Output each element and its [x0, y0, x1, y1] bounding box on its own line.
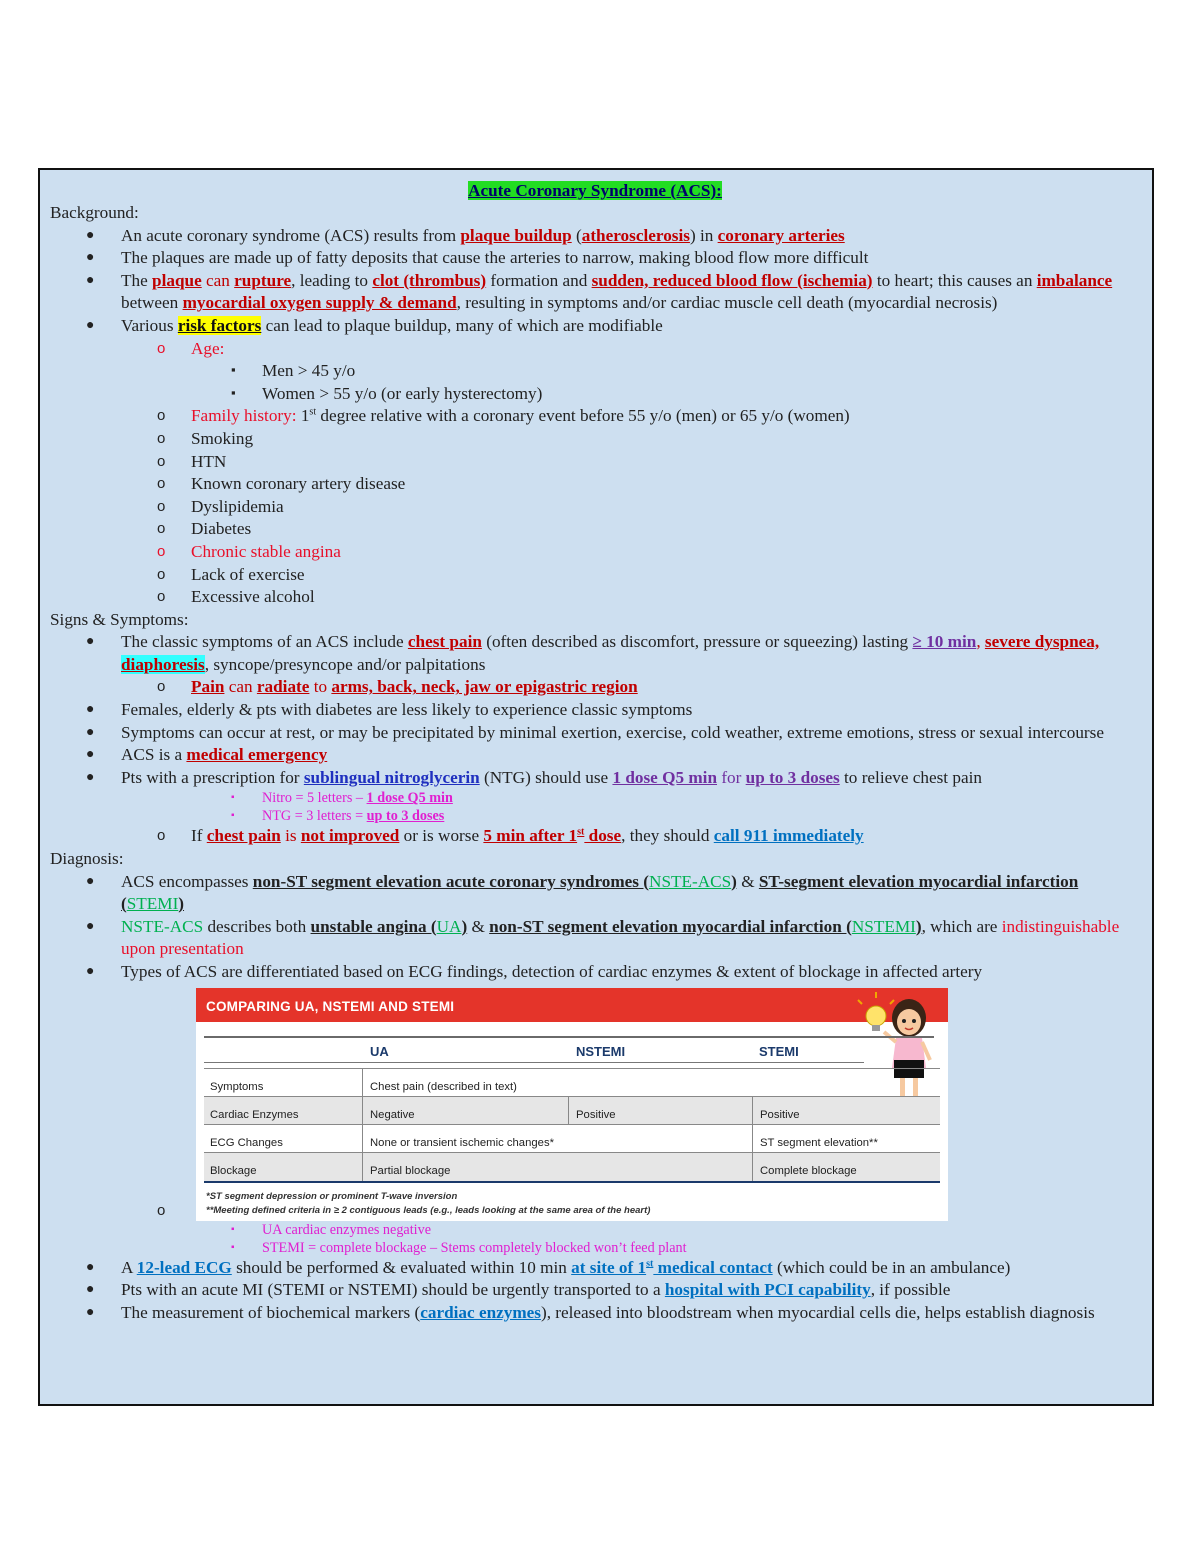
section-heading-signs: Signs & Symptoms: — [50, 609, 189, 629]
text: 1 — [296, 406, 310, 426]
cell-divider — [362, 1125, 363, 1153]
table-col-nstemi: NSTEMI — [576, 1043, 626, 1059]
term: 12-lead ECG — [136, 1257, 232, 1277]
bullet-icon: ● — [86, 918, 95, 934]
list-item — [50, 1221, 1140, 1239]
text: If — [191, 826, 207, 846]
cell-value: Positive — [760, 1108, 800, 1121]
bullet-icon: ● — [86, 747, 95, 763]
text: , resulting in symptoms and/or cardiac muscle cell death (myocardial necrosis) — [456, 293, 998, 313]
text: should be performed & evaluated within 10 min — [231, 1257, 572, 1277]
text: can — [201, 270, 235, 290]
list-item — [50, 564, 1140, 587]
section-heading-diagnosis: Diagnosis: — [50, 849, 124, 869]
text: indistinguishable upon presentation — [121, 916, 1120, 959]
cell-divider — [752, 1097, 753, 1125]
circle-bullet-icon: o — [157, 678, 166, 696]
text: The measurement of biochemical markers ( — [121, 1302, 421, 1322]
text: , which are — [921, 916, 1002, 936]
term: unstable angina ( — [310, 916, 437, 936]
term: 1 dose Q5 min — [612, 767, 718, 787]
title-text: Acute Coronary Syndrome (ACS): — [468, 181, 722, 200]
background-list — [50, 225, 1140, 609]
text: (NTG) should use — [479, 767, 613, 787]
list-item — [50, 767, 1140, 790]
term: call 911 immediately — [713, 826, 864, 846]
text: Pts with an acute MI (STEMI or NSTEMI) should be urgently transported to a — [121, 1280, 665, 1300]
bullet-icon: ● — [86, 250, 95, 266]
text: Excessive alcohol — [191, 587, 315, 607]
table-footnote: **Meeting defined criteria in ≥ 2 contiguous leads (e.g., leads looking at the same area of the heart) — [206, 1204, 651, 1216]
list-item — [50, 1279, 1140, 1302]
table-rule — [204, 1062, 864, 1063]
list-item — [50, 871, 1140, 916]
row-label: ECG Changes — [210, 1136, 283, 1149]
text: (often described as discomfort, pressure or squeezing) lasting — [481, 632, 913, 652]
text: , they should — [621, 826, 714, 846]
table-header-bar — [196, 988, 948, 1022]
list-item — [50, 428, 1140, 451]
list-item — [50, 518, 1140, 541]
text: degree relative with a coronary event before 55 y/o (men) or 65 y/o (women) — [316, 406, 850, 426]
square-bullet-icon: ▪ — [231, 1223, 235, 1235]
circle-bullet-icon: o — [157, 407, 166, 425]
text: Diabetes — [191, 519, 252, 539]
circle-bullet-icon: o — [157, 588, 166, 606]
comparison-table-image — [196, 988, 948, 1221]
term: chest pain — [407, 632, 482, 652]
cell-value: Negative — [370, 1108, 415, 1121]
term: diaphoresis — [121, 654, 205, 674]
list-item — [50, 916, 1140, 961]
circle-bullet-icon: o — [157, 339, 166, 357]
text: Symptoms can occur at rest, or may be precipitated by minimal exertion, exercise, cold weather, extreme emotions, stress or sexual intercourse — [121, 722, 1104, 742]
text: ) — [461, 916, 468, 936]
bullet-icon: ● — [86, 873, 95, 889]
term: NSTE-ACS — [649, 871, 732, 891]
cell-value: Partial blockage — [370, 1164, 451, 1177]
term: ST-segment elevation myocardial infarction ( — [121, 871, 1079, 914]
text: to — [309, 677, 332, 697]
list-item — [50, 744, 1140, 767]
term: risk factors — [177, 315, 262, 335]
text: Pts with a prescription for — [121, 767, 304, 787]
circle-bullet-icon: o — [157, 827, 166, 845]
term: atherosclerosis — [581, 225, 690, 245]
list-item — [50, 496, 1140, 519]
text: Age: — [191, 338, 225, 358]
text: Females, elderly & pts with diabetes are less likely to experience classic symptoms — [121, 700, 693, 720]
square-bullet-icon: ▪ — [231, 384, 236, 400]
text: An acute coronary syndrome (ACS) results from — [121, 225, 461, 245]
circle-bullet-icon: o — [157, 542, 166, 560]
text: (which could be in an ambulance) — [772, 1257, 1011, 1277]
table-title: COMPARING UA, NSTEMI AND STEMI — [206, 998, 455, 1014]
text: ) — [915, 916, 922, 936]
list-item — [50, 451, 1140, 474]
term: hospital with PCI capability — [664, 1280, 871, 1300]
text: or is worse — [399, 826, 484, 846]
list-item — [50, 825, 1140, 848]
cell-divider — [362, 1153, 363, 1181]
square-bullet-icon: ▪ — [231, 810, 235, 822]
text: ) — [178, 894, 185, 914]
bullet-icon: ● — [86, 634, 95, 650]
list-item — [50, 807, 1140, 825]
cell-divider — [752, 1125, 753, 1153]
list-item — [50, 247, 1140, 270]
table-col-ua: UA — [370, 1043, 389, 1059]
text: ) in — [689, 225, 718, 245]
cell-divider — [568, 1097, 569, 1125]
table-footnote: *ST segment depression or prominent T-wave inversion — [206, 1190, 458, 1202]
term: plaque — [152, 270, 202, 290]
text: st — [646, 1257, 654, 1269]
term: non-ST segment elevation myocardial infarction ( — [489, 916, 852, 936]
bullet-icon: ● — [86, 964, 95, 979]
term: dose — [584, 826, 622, 846]
term: myocardial oxygen supply & demand — [182, 293, 457, 313]
square-bullet-icon: ▪ — [231, 792, 235, 804]
list-item — [50, 383, 1140, 406]
text: Known coronary artery disease — [191, 474, 406, 494]
term: 5 min after 1 — [483, 826, 578, 846]
text: Dyslipidemia — [191, 496, 284, 516]
text: for — [717, 767, 746, 787]
cell-value: ST segment elevation** — [760, 1136, 878, 1149]
term: arms, back, neck, jaw or epigastric region — [331, 677, 638, 697]
text: st — [309, 406, 317, 418]
cell-divider — [362, 1069, 363, 1097]
bullet-icon: ● — [86, 272, 95, 288]
row-label: Symptoms — [210, 1080, 264, 1093]
text: Men > 45 y/o — [262, 361, 356, 381]
list-item — [50, 586, 1140, 609]
list-item — [50, 315, 1140, 338]
text: Types of ACS are differentiated based on ECG findings, detection of cardiac enzymes & extent of blockage in affected artery — [121, 962, 983, 981]
text: The classic symptoms of an ACS include — [121, 632, 408, 652]
text: & — [467, 916, 490, 936]
bullet-icon: ● — [86, 702, 95, 718]
circle-bullet-icon: o — [157, 452, 166, 470]
text: st — [577, 826, 585, 838]
term: imbalance — [1036, 270, 1113, 290]
term: NSTE-ACS — [121, 916, 204, 936]
text: Various — [121, 315, 178, 335]
cell-value: None or transient ischemic changes* — [370, 1136, 554, 1149]
diagnosis-list — [50, 871, 1140, 1325]
text: & — [736, 871, 759, 891]
cell-divider — [752, 1153, 753, 1181]
table-row — [204, 1068, 940, 1097]
circle-bullet-icon: o — [157, 1202, 166, 1219]
term: cardiac enzymes — [420, 1302, 541, 1322]
bullet-icon: ● — [86, 227, 95, 243]
list-item — [50, 338, 1140, 361]
text: UA cardiac enzymes negative — [262, 1221, 431, 1238]
term: at site of 1 — [571, 1257, 647, 1277]
table-row — [204, 1152, 940, 1183]
text: , leading to — [291, 270, 373, 290]
term: clot (thrombus) — [372, 270, 487, 290]
text: to heart; this causes an — [872, 270, 1037, 290]
signs-list — [50, 631, 1140, 848]
row-label: Cardiac Enzymes — [210, 1108, 299, 1121]
list-item — [50, 789, 1140, 807]
list-item — [50, 473, 1140, 496]
list-item — [50, 1239, 1140, 1257]
text: ( — [571, 225, 582, 245]
term: ≥ 10 min — [912, 632, 977, 652]
term: medical contact — [653, 1257, 773, 1277]
term: sudden, reduced blood flow (ischemia) — [591, 270, 873, 290]
table-col-stemi: STEMI — [759, 1043, 799, 1059]
cell-value: Complete blockage — [760, 1164, 857, 1177]
text: Nitro = 5 letters – — [262, 790, 367, 807]
list-item — [50, 676, 1140, 699]
text: to relieve chest pain — [839, 767, 982, 787]
list-item — [50, 405, 1140, 428]
term: severe dyspnea, — [984, 632, 1100, 652]
table-row — [204, 1124, 940, 1153]
lightbulb-icon — [866, 1006, 886, 1026]
square-bullet-icon: ▪ — [231, 362, 236, 378]
bullet-icon: ● — [86, 724, 95, 740]
term: up to 3 doses — [366, 808, 445, 825]
text: can — [224, 677, 257, 697]
text: , — [976, 632, 985, 652]
table-rule — [204, 1036, 934, 1038]
table-row — [204, 1096, 940, 1125]
term: medical emergency — [186, 745, 328, 765]
list-item — [50, 541, 1140, 564]
term: non-ST segment elevation acute coronary syndromes ( — [252, 871, 650, 891]
cell-value: Chest pain (described in text) — [370, 1080, 517, 1093]
text: Chronic stable angina — [191, 541, 341, 561]
text: ), released into bloodstream when myocardial cells die, helps establish diagnosis — [540, 1302, 1095, 1322]
text: Lack of exercise — [191, 564, 305, 584]
circle-bullet-icon: o — [157, 520, 166, 538]
term: not improved — [300, 826, 400, 846]
text: , if possible — [870, 1280, 951, 1300]
term: Pain — [191, 677, 225, 697]
bullet-icon: ● — [86, 317, 95, 333]
note-box — [38, 168, 1154, 1406]
list-item — [50, 699, 1140, 722]
list-item — [50, 1257, 1140, 1280]
text: ACS is a — [121, 745, 187, 765]
circle-bullet-icon: o — [157, 497, 166, 515]
page-title — [50, 180, 1140, 202]
circle-bullet-icon: o — [157, 565, 166, 583]
list-item — [50, 360, 1140, 383]
circle-bullet-icon: o — [157, 475, 166, 493]
text: A — [121, 1257, 137, 1277]
bullet-icon: ● — [86, 1259, 95, 1275]
term: rupture — [234, 270, 292, 290]
text: STEMI = complete blockage – Stems completely blocked won’t feed plant — [262, 1239, 687, 1256]
bullet-icon: ● — [86, 769, 95, 785]
row-label: Blockage — [210, 1164, 257, 1177]
list-item — [50, 961, 1140, 984]
term: 1 dose Q5 min — [366, 790, 453, 807]
text: ACS encompasses — [121, 871, 253, 891]
text: between — [121, 293, 183, 313]
list-item — [50, 1302, 1140, 1325]
list-item-table — [50, 988, 1140, 1221]
document-body — [50, 180, 1140, 1324]
cell-divider — [362, 1097, 363, 1125]
section-heading-background: Background: — [50, 203, 139, 222]
term: plaque buildup — [460, 225, 572, 245]
text: can lead to plaque buildup, many of which are modifiable — [261, 315, 663, 335]
list-item — [50, 270, 1140, 315]
text: The plaques are made up of fatty deposits that cause the arteries to narrow, making blood flow more difficult — [121, 248, 869, 268]
term: STEMI — [126, 894, 179, 914]
circle-bullet-icon: o — [157, 429, 166, 447]
square-bullet-icon: ▪ — [231, 1241, 235, 1253]
term: up to 3 doses — [745, 767, 840, 787]
bullet-icon: ● — [86, 1282, 95, 1298]
text: , syncope/presyncope and/or palpitations — [204, 654, 486, 674]
list-item — [50, 225, 1140, 248]
text: describes both — [203, 916, 311, 936]
text: HTN — [191, 451, 227, 471]
text: The — [121, 270, 153, 290]
term: NSTEMI — [851, 916, 916, 936]
term: radiate — [256, 677, 310, 697]
term: UA — [436, 916, 462, 936]
text: NTG = 3 letters = — [262, 808, 367, 825]
text: Smoking — [191, 428, 254, 448]
list-item — [50, 722, 1140, 745]
cell-value: Positive — [576, 1108, 616, 1121]
bullet-icon: ● — [86, 1304, 95, 1320]
text: Family history: — [191, 406, 297, 426]
term: sublingual nitroglycerin — [303, 767, 480, 787]
text: Women > 55 y/o (or early hysterectomy) — [262, 383, 543, 403]
term: coronary arteries — [717, 225, 845, 245]
text: formation and — [486, 270, 592, 290]
text: is — [280, 826, 301, 846]
text: ) — [731, 871, 737, 891]
term: chest pain — [206, 826, 281, 846]
list-item — [50, 631, 1140, 676]
